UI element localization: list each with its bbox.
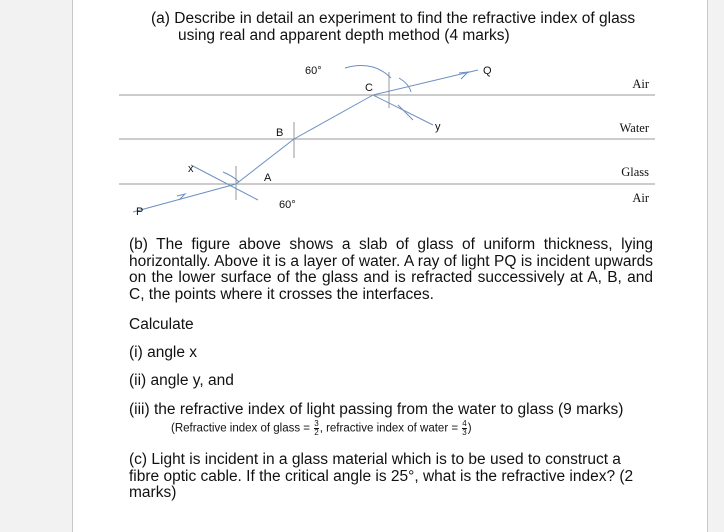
note-prefix: (Refractive index of glass = <box>171 422 311 435</box>
water-index-fraction <box>462 420 466 437</box>
question-b-part-i: (i) angle x <box>129 344 198 361</box>
medium-glass: Glass <box>621 165 649 179</box>
construction-line-a <box>191 165 258 200</box>
question-b-part-iii: (iii) the refractive index of light passing from the water to glass (9 marks) <box>129 401 624 418</box>
question-b-intro: (b) The figure above shows a slab of glass of uniform thickness, lying horizontally. Above it is a layer of water. A ray of light PQ is incident upwards on the lower surface of the glass and is refracted successively at A, B, and C, the points where it crosses the interfaces. <box>129 236 653 303</box>
label-b: B <box>276 127 284 139</box>
note-middle: , refractive index of water = <box>319 422 459 435</box>
refractive-index-note <box>171 420 695 437</box>
angle-arc-y <box>398 105 413 120</box>
label-a: A <box>264 172 272 184</box>
refraction-diagram <box>73 0 707 230</box>
water-num: 4 <box>462 419 467 428</box>
ray-pq-incident <box>133 184 236 212</box>
question-a-line2: using real and apparent depth method (4 marks) <box>178 27 510 44</box>
label-c: C <box>365 82 373 94</box>
label-x: x <box>188 163 194 175</box>
glass-num: 3 <box>314 419 319 428</box>
question-c: (c) Light is incident in a glass material which is to be used to construct a fibre optic cable. If the critical angle is 25°, what is the refractive index? (2 marks) <box>129 451 634 501</box>
question-b-calculate: Calculate <box>129 316 194 333</box>
note-suffix: ) <box>467 422 472 435</box>
label-p: P <box>136 206 144 218</box>
angle-arc-top <box>345 66 391 78</box>
medium-air-top: Air <box>632 77 649 91</box>
angle-arc-a <box>223 172 239 182</box>
label-q: Q <box>483 65 492 77</box>
glass-index-fraction <box>314 420 318 437</box>
glass-den: 2 <box>314 428 319 437</box>
document-page <box>72 0 708 532</box>
medium-water: Water <box>619 121 649 135</box>
angle-bottom-label: 60° <box>279 199 296 211</box>
question-a-line1: (a) Describe in detail an experiment to find the refractive index of glass <box>151 10 636 27</box>
medium-air-bottom: Air <box>632 191 649 205</box>
question-b-part-ii: (ii) angle y, and <box>129 372 234 389</box>
water-den: 3 <box>462 428 467 437</box>
angle-top-label: 60° <box>305 65 322 77</box>
angle-arc-c <box>399 78 411 92</box>
ray-in-water <box>294 95 373 139</box>
label-y: y <box>435 121 441 133</box>
